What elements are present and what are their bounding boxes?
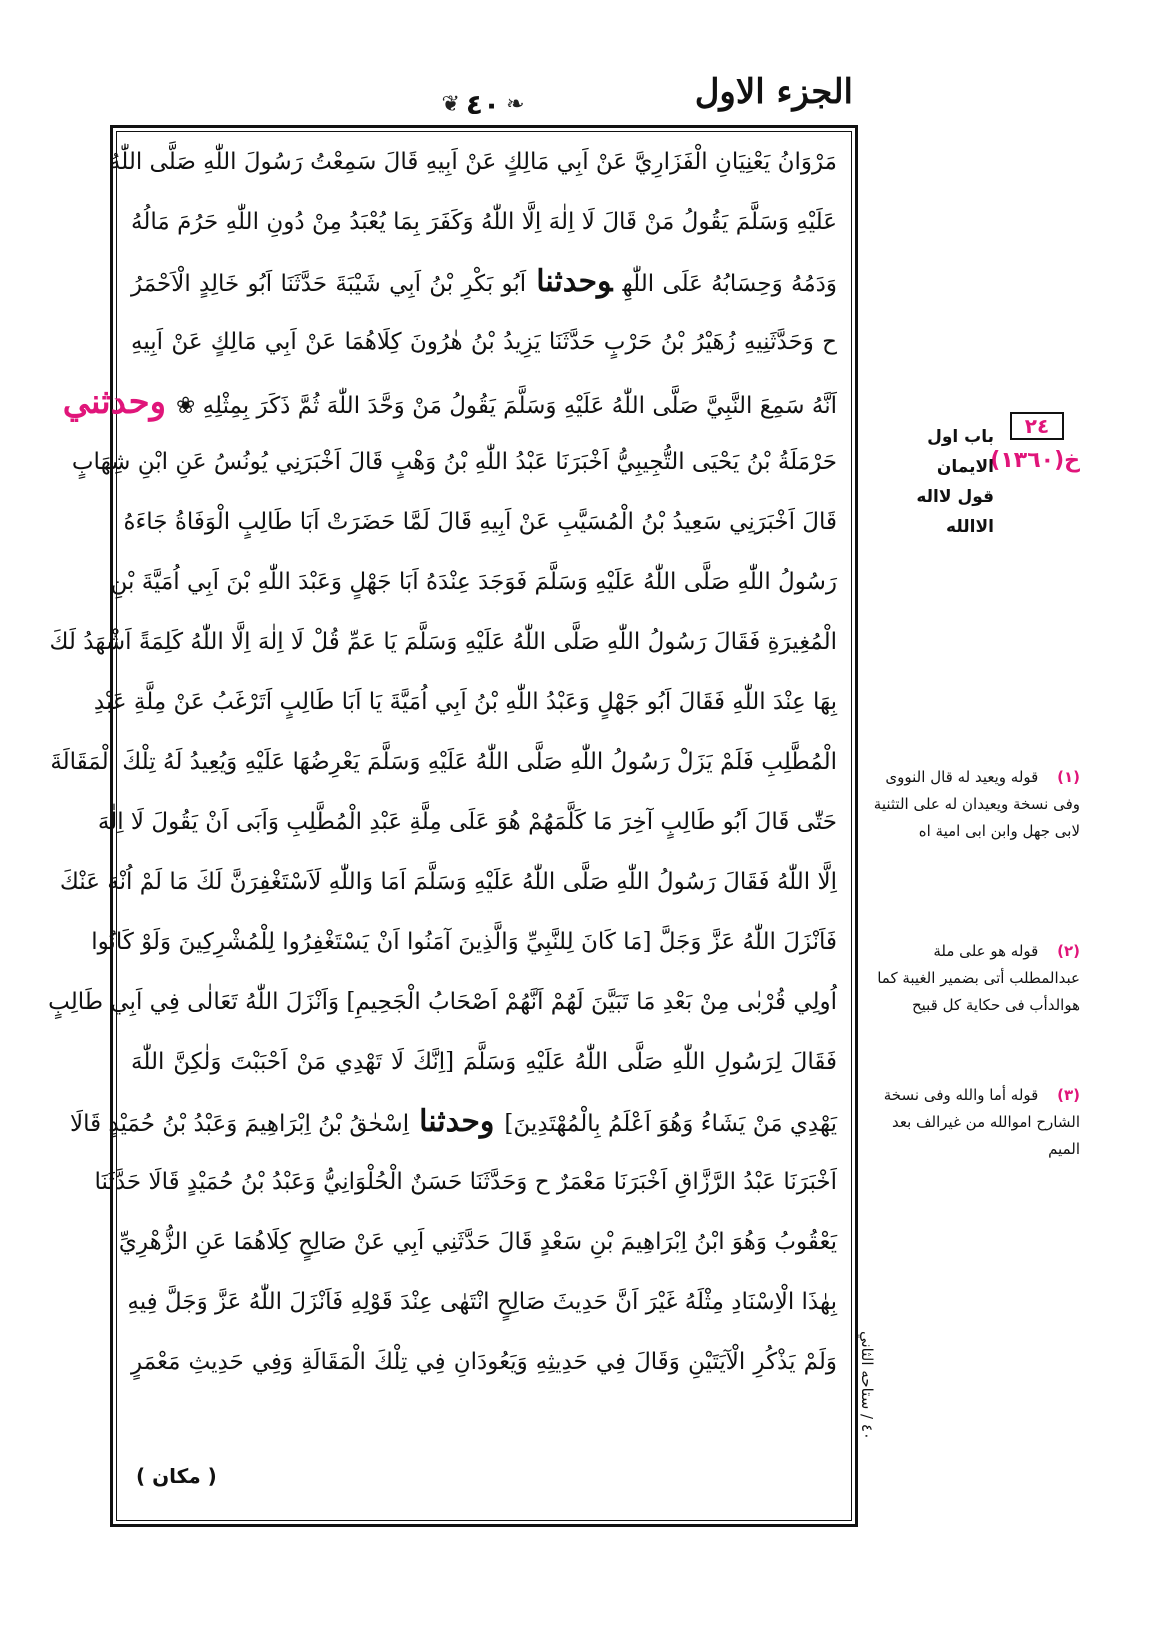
- hadith-marker: وحدثنا: [419, 1104, 495, 1139]
- text-segment: رَسُولُ اللّٰهِ صَلَّى اللّٰهُ عَلَيْهِ وَسَلَّمَ فَوَجَدَ عِنْدَهُ اَبَا جَهْلٍ وَعَبْدَ اللّٰهِ بْنَ اَبِي اُمَيَّةَ بْنِ: [110, 569, 837, 595]
- page-number-value: ٤٠: [465, 87, 501, 121]
- text-line: [69, 1092, 851, 1152]
- text-segment: وَدَمُهُ وَحِسَابُهُ عَلَى اللّٰهِ: [622, 271, 837, 297]
- text-segment: الْمُطَّلِبِ فَلَمْ يَزَلْ رَسُولُ اللّٰهِ صَلَّى اللّٰهُ عَلَيْهِ وَسَلَّمَ يَعْرِضُهَا عَلَيْهِ وَيُعِيدُ لَهُ تِلْكَ الْمَقَالَةَ: [50, 749, 837, 775]
- text-line: [117, 312, 851, 372]
- footnote-mark: (٣): [1057, 1086, 1080, 1104]
- text-segment: الْمُغِيرَةِ فَقَالَ رَسُولُ اللّٰهِ صَلَّى اللّٰهُ عَلَيْهِ وَسَلَّمَ يَا عَمِّ قُلْ لَا اِلٰهَ اِلَّا اللّٰهُ كَلِمَةً اَشْهَدُ لَكَ: [49, 629, 837, 655]
- text-line: [59, 852, 851, 912]
- side-number: ٤٠ / ستاحه الثاني: [858, 1331, 876, 1440]
- hadith-marker: وحدثنا: [536, 264, 613, 299]
- text-segment: مَرْوَانُ يَعْنِيَانِ الْفَزَارِيَّ عَنْ اَبِي مَالِكٍ عَنْ اَبِيهِ قَالَ سَمِعْتُ رَسُولَ اللّٰهِ صَلَّى اللّٰهُ: [108, 149, 837, 175]
- text-line: [50, 732, 851, 792]
- footnote-text: قوله ويعيد له قال النووى وفى نسخة ويعيدان له على التثنية لابى جهل وابن ابى امية اه: [873, 768, 1080, 840]
- text-segment: بِهَا عِنْدَ اللّٰهِ فَقَالَ اَبُو جَهْلٍ وَعَبْدُ اللّٰهِ بْنُ اَبِي اُمَيَّةَ يَا اَبَا طَالِبٍ اَتَرْغَبُ عَنْ مِلَّةِ عَبْدِ: [93, 689, 837, 715]
- text-segment: اَخْبَرَنَا عَبْدُ الرَّزَّاقِ اَخْبَرَنَا مَعْمَرٌ ح وَحَدَّثَنَا حَسَنٌ الْحُلْوَانِيُّ وَعَبْدُ بْنُ حُمَيْدٍ قَالَا حَدَّثَنَا: [94, 1169, 837, 1195]
- footnote: [868, 764, 1080, 845]
- text-line: [110, 552, 851, 612]
- text-line: [91, 912, 851, 972]
- text-line: [117, 1332, 851, 1392]
- main-text-frame: [48, 125, 858, 1527]
- text-line: [117, 1032, 851, 1092]
- hadith-number: ٢٤: [1010, 412, 1064, 440]
- text-line: [117, 252, 851, 312]
- text-segment: اِلَّا اللّٰهُ فَقَالَ رَسُولُ اللّٰهِ صَلَّى اللّٰهُ عَلَيْهِ وَسَلَّمَ اَمَا وَاللّٰهِ لَاَسْتَغْفِرَنَّ لَكَ مَا لَمْ اُنْهَ عَنْكَ: [59, 869, 837, 895]
- text-line: [108, 132, 851, 192]
- catchword: ( مكان ): [136, 1464, 217, 1488]
- text-segment: اِسْحٰقُ بْنُ اِبْرَاهِيمَ وَعَبْدُ بْنُ حُمَيْدٍ قَالَا: [69, 1111, 410, 1137]
- part-title: الجزء الاول: [694, 72, 853, 112]
- text-segment: قَالَ اَخْبَرَنِي سَعِيدُ بْنُ الْمُسَيَّبِ عَنْ اَبِيهِ قَالَ لَمَّا حَضَرَتْ اَبَا طَالِبٍ الْوَفَاةُ جَاءَهُ: [123, 509, 837, 535]
- text-line: [48, 972, 851, 1032]
- text-line: [117, 1212, 851, 1272]
- footnote-text: قوله هو على ملة عبدالمطلب أتى بضمير الغيبة كما هوالدأب فى حكاية كل قبيح: [877, 942, 1080, 1014]
- text-line: [94, 1152, 851, 1212]
- hadith-marker: وحدثني: [62, 382, 167, 422]
- footnote-text: قوله أما والله وفى نسخة الشارح اموالله من غيرالف بعد الميم: [883, 1086, 1080, 1158]
- chapter-heading: [874, 422, 994, 542]
- text-segment: عَلَيْهِ وَسَلَّمَ يَقُولُ مَنْ قَالَ لَا اِلٰهَ اِلَّا اللّٰهُ وَكَفَرَ بِمَا يُعْبَدُ مِنْ دُونِ اللّٰهِ حَرُمَ مَالُهُ: [131, 209, 837, 235]
- text-segment: فَاَنْزَلَ اللّٰهُ عَزَّ وَجَلَّ [مَا كَانَ لِلنَّبِيِّ وَالَّذِينَ آمَنُوا اَنْ يَسْتَغْفِرُوا لِلْمُشْرِكِينَ وَلَوْ كَانُوا: [91, 929, 837, 955]
- text-line: [117, 192, 851, 252]
- page-number: [418, 84, 548, 124]
- chapter-heading-line: قول لااله الاالله: [916, 487, 994, 537]
- text-line: [117, 1272, 851, 1332]
- text-segment: ح وَحَدَّثَنِيهِ زُهَيْرُ بْنُ حَرْبٍ حَدَّثَنَا يَزِيدُ بْنُ هٰرُونَ كِلَاهُمَا عَنْ اَبِي مَالِكٍ عَنْ اَبِيهِ: [131, 329, 837, 355]
- text-segment: اَنَّهُ سَمِعَ النَّبِيَّ صَلَّى اللّٰهُ عَلَيْهِ وَسَلَّمَ يَقُولُ مَنْ وَحَّدَ اللّٰهَ ثُمَّ ذَكَرَ بِمِثْلِهِ ❀: [176, 393, 837, 419]
- footnote: [868, 1082, 1080, 1163]
- text-line: [93, 672, 851, 732]
- main-text-body: [48, 131, 852, 1521]
- text-segment: حَتّٰى قَالَ اَبُو طَالِبٍ آخِرَ مَا كَلَّمَهُمْ هُوَ عَلَى مِلَّةِ عَبْدِ الْمُطَّلِبِ وَاَبَى اَنْ يَقُولَ لَا اِلٰهَ: [97, 809, 837, 835]
- text-segment: حَرْمَلَةُ بْنُ يَحْيَى التُّجِيبِيُّ اَخْبَرَنَا عَبْدُ اللّٰهِ بْنُ وَهْبٍ قَالَ اَخْبَرَنِي يُونُسُ عَنِ ابْنِ شِهَابٍ: [71, 449, 837, 475]
- text-line: [62, 372, 851, 432]
- text-line: [49, 612, 851, 672]
- text-segment: اُولِي قُرْبٰى مِنْ بَعْدِ مَا تَبَيَّنَ لَهُمْ اَنَّهُمْ اَصْحَابُ الْجَحِيمِ] وَاَنْزَلَ اللّٰهُ تَعَالٰى فِي اَبِي طَالِبٍ: [48, 989, 837, 1015]
- text-segment: وَلَمْ يَذْكُرِ الْآيَتَيْنِ وَقَالَ فِي حَدِيثِهِ وَيَعُودَانِ فِي تِلْكَ الْمَقَالَةِ وَفِي حَدِيثِ مَعْمَرٍ: [131, 1349, 837, 1375]
- text-line: [71, 432, 851, 492]
- text-segment: فَقَالَ لِرَسُولِ اللّٰهِ صَلَّى اللّٰهُ عَلَيْهِ وَسَلَّمَ [اِنَّكَ لَا تَهْدِي مَنْ اَحْبَبْتَ وَلٰكِنَّ اللّٰهَ: [131, 1049, 837, 1075]
- text-line: [117, 492, 851, 552]
- text-segment: يَعْقُوبُ وَهُوَ ابْنُ اِبْرَاهِيمَ بْنِ سَعْدٍ قَالَ حَدَّثَنِي اَبِي عَنْ صَالِحٍ كِلَاهُمَا عَنِ الزُّهْرِيِّ: [118, 1229, 837, 1255]
- footnote-mark: (٢): [1057, 942, 1080, 960]
- footnote-mark: (١): [1057, 768, 1080, 786]
- ornament-left-icon: ❦: [441, 91, 460, 117]
- footnote: [868, 938, 1080, 1019]
- text-line: [97, 792, 851, 852]
- ornament-right-icon: ❧: [506, 91, 525, 117]
- bukhari-reference: خ(١٣٦٠): [990, 448, 1080, 473]
- text-segment: اَبُو بَكْرِ بْنُ اَبِي شَيْبَةَ حَدَّثَنَا اَبُو خَالِدٍ الْاَحْمَرُ: [131, 271, 527, 297]
- chapter-heading-line: باب اول الايمان: [927, 427, 994, 477]
- text-segment: يَهْدِي مَنْ يَشَاءُ وَهُوَ اَعْلَمُ بِالْمُهْتَدِينَ]: [504, 1111, 837, 1137]
- text-segment: بِهٰذَا الْاِسْنَادِ مِثْلَهُ غَيْرَ اَنَّ حَدِيثَ صَالِحٍ انْتَهٰى عِنْدَ قَوْلِهِ فَاَنْزَلَ اللّٰهُ عَزَّ وَجَلَّ فِيهِ: [127, 1289, 837, 1315]
